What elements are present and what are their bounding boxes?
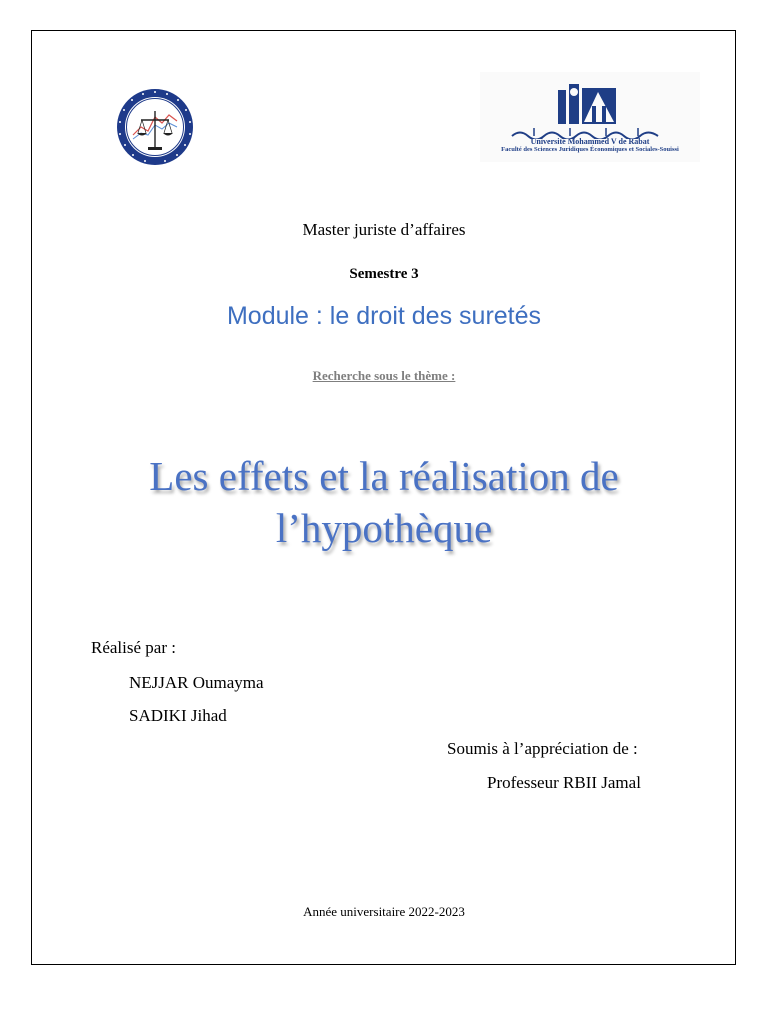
faculty-name: Faculté des Sciences Juridiques Économiques et Sociales-Souissi <box>501 146 679 153</box>
university-emblem-icon <box>558 84 616 124</box>
semester-label: Semestre 3 <box>349 266 419 282</box>
title-line-1: Les effets et la réalisation de <box>149 453 619 499</box>
supervisor-name: Professeur RBII Jamal <box>487 773 641 792</box>
module-title: Module : le droit des suretés <box>226 302 542 330</box>
research-theme-label: Recherche sous le thème : <box>312 368 456 383</box>
author-name: NEJJAR Oumayma <box>129 673 264 692</box>
master-program: Master juriste d’affaires <box>302 220 466 239</box>
academic-year: Année universitaire 2022-2023 <box>303 904 465 919</box>
faculty-seal-icon <box>115 87 195 167</box>
university-name: Université Mohammed V de Rabat <box>530 137 650 146</box>
university-logo <box>480 72 700 162</box>
document-title <box>0 450 768 554</box>
supervisor-label: Soumis à l’appréciation de : <box>447 739 638 758</box>
author-name: SADIKI Jihad <box>129 706 227 725</box>
title-line-2: l’hypothèque <box>275 505 493 551</box>
authors-label: Réalisé par : <box>91 638 176 657</box>
